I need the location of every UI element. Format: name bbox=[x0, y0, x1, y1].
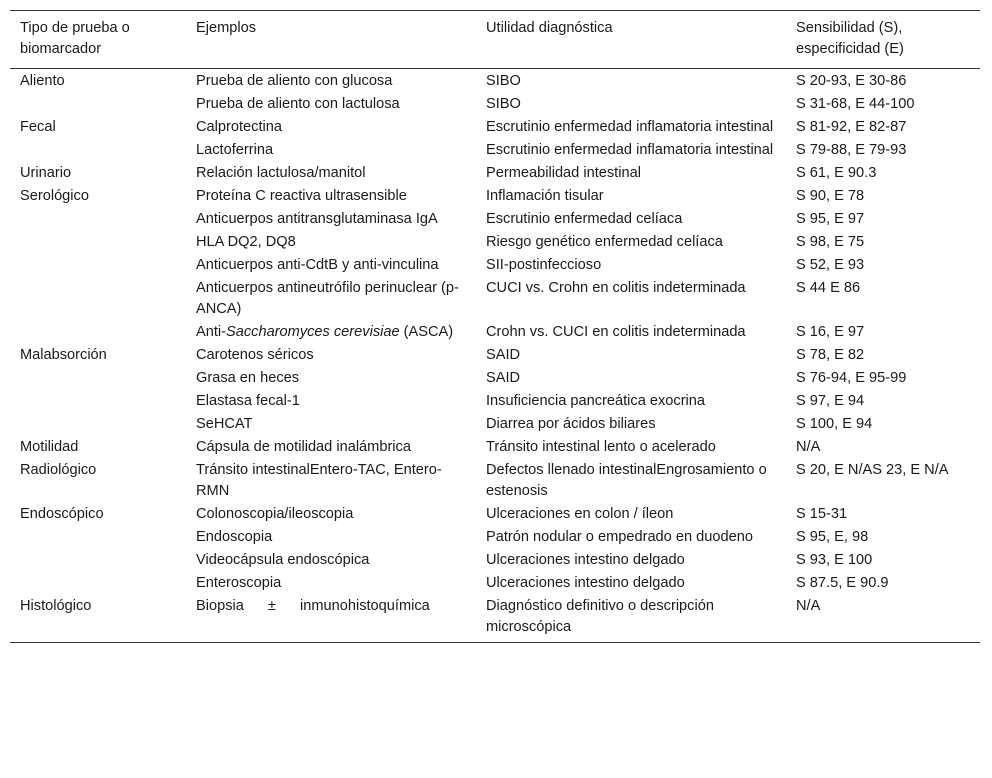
cell-test-type bbox=[10, 390, 186, 413]
table-row bbox=[10, 93, 980, 116]
cell-sens-spec: S 93, E 100 bbox=[796, 552, 873, 568]
table-row bbox=[10, 526, 980, 549]
cell-utility: Diagnóstico definitivo o descripción microscópica bbox=[486, 598, 714, 635]
cell-utility: Permeabilidad intestinal bbox=[486, 165, 641, 181]
table-row bbox=[10, 459, 980, 503]
cell-sens-spec: S 90, E 78 bbox=[796, 188, 865, 204]
cell-utility: Escrutinio enfermedad inflamatoria intestinal bbox=[486, 142, 774, 158]
table-header bbox=[10, 11, 980, 69]
cell-test-type: Radiológico bbox=[20, 462, 97, 478]
table-row bbox=[10, 231, 980, 254]
cell-utility: Escrutinio enfermedad celíaca bbox=[486, 211, 683, 227]
cell-utility: CUCI vs. Crohn en colitis indeterminada bbox=[486, 280, 746, 296]
cell-test-type: Aliento bbox=[20, 73, 65, 89]
cell-test-type bbox=[10, 321, 186, 344]
table-row bbox=[10, 208, 980, 231]
cell-example: Anticuerpos antitransglutaminasa IgA bbox=[196, 211, 438, 227]
example-italic-species: Saccharomyces cerevisiae bbox=[226, 324, 400, 340]
table-row bbox=[10, 185, 980, 208]
diagnostic-tests-table bbox=[10, 10, 980, 643]
cell-test-type bbox=[10, 231, 186, 254]
cell-utility: Crohn vs. CUCI en colitis indeterminada bbox=[486, 324, 746, 340]
cell-example: Biopsia ± inmunohistoquímica bbox=[196, 598, 430, 614]
table-row bbox=[10, 321, 980, 344]
cell-sens-spec: S 44 E 86 bbox=[796, 280, 861, 296]
cell-utility: SIBO bbox=[486, 73, 521, 89]
header-diagnostic-utility: Utilidad diagnóstica bbox=[486, 20, 613, 36]
cell-sens-spec: S 95, E, 98 bbox=[796, 529, 869, 545]
table-row bbox=[10, 549, 980, 572]
cell-example: Prueba de aliento con glucosa bbox=[196, 73, 393, 89]
cell-example: Carotenos séricos bbox=[196, 347, 314, 363]
cell-sens-spec: S 20-93, E 30-86 bbox=[796, 73, 907, 89]
header-row bbox=[10, 11, 980, 69]
cell-sens-spec: S 61, E 90.3 bbox=[796, 165, 877, 181]
cell-test-type bbox=[10, 93, 186, 116]
cell-example: Grasa en heces bbox=[196, 370, 300, 386]
header-examples: Ejemplos bbox=[196, 20, 257, 36]
diagnostic-tests-table-container bbox=[10, 10, 980, 643]
cell-example: Anticuerpos antineutrófilo perinuclear (p-ANCA) bbox=[196, 280, 459, 317]
cell-test-type bbox=[10, 208, 186, 231]
cell-example: Elastasa fecal-1 bbox=[196, 393, 300, 409]
cell-example: Lactoferrina bbox=[196, 142, 274, 158]
cell-sens-spec: S 16, E 97 bbox=[796, 324, 865, 340]
cell-example: Cápsula de motilidad inalámbrica bbox=[196, 439, 411, 455]
cell-example: HLA DQ2, DQ8 bbox=[196, 234, 296, 250]
cell-utility: SAID bbox=[486, 347, 521, 363]
example-suffix: (ASCA) bbox=[399, 324, 454, 340]
cell-utility: Ulceraciones intestino delgado bbox=[486, 552, 685, 568]
cell-example: Prueba de aliento con lactulosa bbox=[196, 96, 400, 112]
cell-utility: Riesgo genético enfermedad celíaca bbox=[486, 234, 723, 250]
header-sensitivity-specificity: Sensibilidad (S), especificidad (E) bbox=[796, 20, 904, 57]
cell-sens-spec: S 79-88, E 79-93 bbox=[796, 142, 907, 158]
table-row bbox=[10, 367, 980, 390]
cell-sens-spec: S 76-94, E 95-99 bbox=[796, 370, 907, 386]
table-row bbox=[10, 595, 980, 643]
cell-test-type bbox=[10, 139, 186, 162]
cell-sens-spec: S 97, E 94 bbox=[796, 393, 865, 409]
cell-test-type bbox=[10, 277, 186, 321]
cell-utility: Ulceraciones intestino delgado bbox=[486, 575, 685, 591]
cell-sens-spec: N/A bbox=[796, 439, 821, 455]
table-body bbox=[10, 69, 980, 643]
header-test-type: Tipo de prueba o biomarcador bbox=[20, 20, 130, 57]
cell-test-type bbox=[10, 367, 186, 390]
cell-utility: SIBO bbox=[486, 96, 521, 112]
cell-example bbox=[186, 321, 476, 344]
cell-example: Colonoscopia/ileoscopia bbox=[196, 506, 354, 522]
cell-utility: Patrón nodular o empedrado en duodeno bbox=[486, 529, 753, 545]
table-row bbox=[10, 390, 980, 413]
cell-test-type bbox=[10, 254, 186, 277]
cell-example: Endoscopia bbox=[196, 529, 273, 545]
table-row bbox=[10, 344, 980, 367]
cell-test-type: Histológico bbox=[20, 598, 92, 614]
cell-sens-spec: N/A bbox=[796, 598, 821, 614]
cell-example: Enteroscopia bbox=[196, 575, 282, 591]
cell-sens-spec: S 95, E 97 bbox=[796, 211, 865, 227]
cell-utility: Insuficiencia pancreática exocrina bbox=[486, 393, 706, 409]
table-row bbox=[10, 254, 980, 277]
cell-sens-spec: S 15-31 bbox=[796, 506, 848, 522]
cell-test-type bbox=[10, 572, 186, 595]
table-row bbox=[10, 413, 980, 436]
cell-example: Proteína C reactiva ultrasensible bbox=[196, 188, 407, 204]
cell-utility: SAID bbox=[486, 370, 521, 386]
table-row bbox=[10, 139, 980, 162]
cell-utility: Defectos llenado intestinalEngrosamiento o estenosis bbox=[486, 462, 767, 499]
cell-example: Relación lactulosa/manitol bbox=[196, 165, 366, 181]
table-row bbox=[10, 69, 980, 94]
table-row bbox=[10, 572, 980, 595]
cell-sens-spec: S 78, E 82 bbox=[796, 347, 865, 363]
cell-example: SeHCAT bbox=[196, 416, 253, 432]
example-prefix: Anti- bbox=[196, 324, 227, 340]
cell-test-type: Malabsorción bbox=[20, 347, 107, 363]
cell-test-type bbox=[10, 413, 186, 436]
cell-sens-spec: S 52, E 93 bbox=[796, 257, 865, 273]
table-row bbox=[10, 116, 980, 139]
cell-sens-spec: S 87.5, E 90.9 bbox=[796, 575, 889, 591]
cell-test-type: Motilidad bbox=[20, 439, 79, 455]
cell-test-type: Urinario bbox=[20, 165, 72, 181]
cell-utility: Escrutinio enfermedad inflamatoria intestinal bbox=[486, 119, 774, 135]
cell-test-type bbox=[10, 526, 186, 549]
cell-sens-spec: S 100, E 94 bbox=[796, 416, 873, 432]
table-row bbox=[10, 436, 980, 459]
cell-test-type: Fecal bbox=[20, 119, 56, 135]
cell-test-type bbox=[10, 549, 186, 572]
cell-test-type: Endoscópico bbox=[20, 506, 104, 522]
cell-utility: Inflamación tisular bbox=[486, 188, 604, 204]
cell-utility: Tránsito intestinal lento o acelerado bbox=[486, 439, 716, 455]
cell-sens-spec: S 31-68, E 44-100 bbox=[796, 96, 915, 112]
cell-sens-spec: S 98, E 75 bbox=[796, 234, 865, 250]
table-row bbox=[10, 162, 980, 185]
cell-example: Calprotectina bbox=[196, 119, 282, 135]
cell-utility: Diarrea por ácidos biliares bbox=[486, 416, 656, 432]
cell-example: Anticuerpos anti-CdtB y anti-vinculina bbox=[196, 257, 439, 273]
table-row bbox=[10, 277, 980, 321]
cell-sens-spec: S 81-92, E 82-87 bbox=[796, 119, 907, 135]
cell-example: Videocápsula endoscópica bbox=[196, 552, 370, 568]
cell-example: Tránsito intestinalEntero-TAC, Entero-RMN bbox=[196, 462, 442, 499]
cell-utility: Ulceraciones en colon / íleon bbox=[486, 506, 674, 522]
cell-sens-spec: S 20, E N/AS 23, E N/A bbox=[796, 462, 949, 478]
cell-test-type: Serológico bbox=[20, 188, 89, 204]
cell-utility: SII-postinfeccioso bbox=[486, 257, 602, 273]
table-row bbox=[10, 503, 980, 526]
